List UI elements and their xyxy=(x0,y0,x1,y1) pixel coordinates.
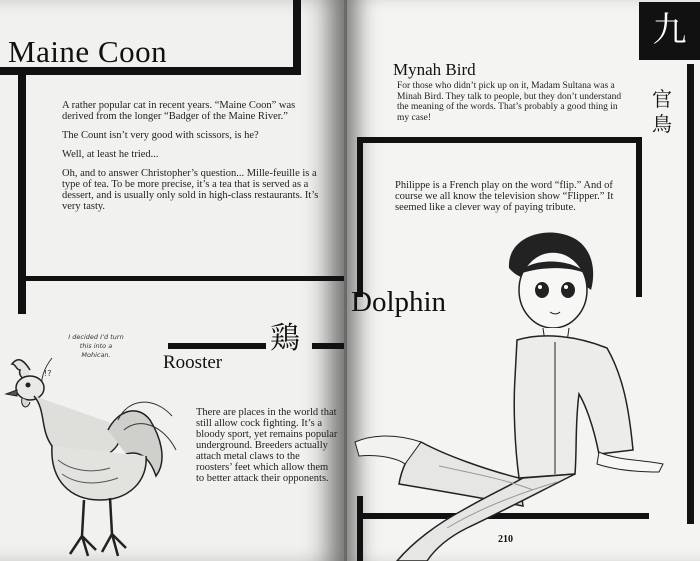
maine-coon-paragraph: Well, at least he tried... xyxy=(62,149,159,160)
svg-text:!?: !? xyxy=(44,369,52,378)
rooster-title: Rooster xyxy=(163,352,223,373)
maine-coon-text xyxy=(62,100,320,220)
author-thought-note: I decided I’d turn this into a Mohican. xyxy=(68,333,124,359)
maine-coon-bottom-rule xyxy=(18,276,344,281)
rooster-kanji: 鶏 xyxy=(270,322,300,355)
page-number: 210 xyxy=(498,534,513,545)
rooster-kanji-rule xyxy=(312,343,344,349)
right-page xyxy=(347,0,700,561)
maine-coon-right-rule xyxy=(293,0,301,75)
rooster-illustration xyxy=(0,350,200,561)
rooster-title-rule xyxy=(168,343,266,349)
kanji-glyph: 鳥 xyxy=(652,114,672,136)
page-right-rule xyxy=(687,64,694,524)
mynah-bottom-rule xyxy=(357,137,642,143)
maine-coon-title: Maine Coon xyxy=(8,34,168,69)
dolphin-title: Dolphin xyxy=(351,286,447,318)
chapter-kanji-badge: 九 xyxy=(639,2,700,60)
maine-coon-paragraph: Oh, and to answer Christopher’s question... Mille-feuille is a type of tea. To be more precise, it’s a tea that is served as a dessert, and is usually only sold in high-class restaurants. It’s very tasty. xyxy=(62,168,319,212)
rooster-text xyxy=(196,407,338,492)
dolphin-paragraph: Philippe is a French play on the word “flip.” And of course we all know the television show “Flipper.” It seemed like a clever way of paying tribute. xyxy=(395,180,614,213)
mynah-bird-text xyxy=(397,81,625,131)
chapter-kanji-column xyxy=(651,88,673,138)
maine-coon-paragraph: The Count isn’t very good with scissors, is he? xyxy=(62,130,259,141)
kanji-glyph: 官 xyxy=(652,89,672,111)
dolphin-text xyxy=(395,180,629,221)
mynah-bird-title: Mynah Bird xyxy=(393,60,476,79)
rooster-paragraph: There are places in the world that still allow cock fighting. It’s a bloody sport, yet remains popular underground. Breeders actually attach metal claws to the roosters’ feet which allow them to better attack their opponents. xyxy=(196,407,338,484)
left-page xyxy=(0,0,344,561)
maine-coon-paragraph: A rather popular cat in recent years. “Maine Coon” was derived from the longer “Badger of the Maine River.” xyxy=(62,100,296,122)
philippe-character-illustration xyxy=(347,228,677,561)
mynah-bird-paragraph: For those who didn’t pick up on it, Madam Sultana was a Minah Bird. They talk to people, but they don’t understand the meaning of the words. That’s probably a good thing in my case! xyxy=(397,81,622,123)
